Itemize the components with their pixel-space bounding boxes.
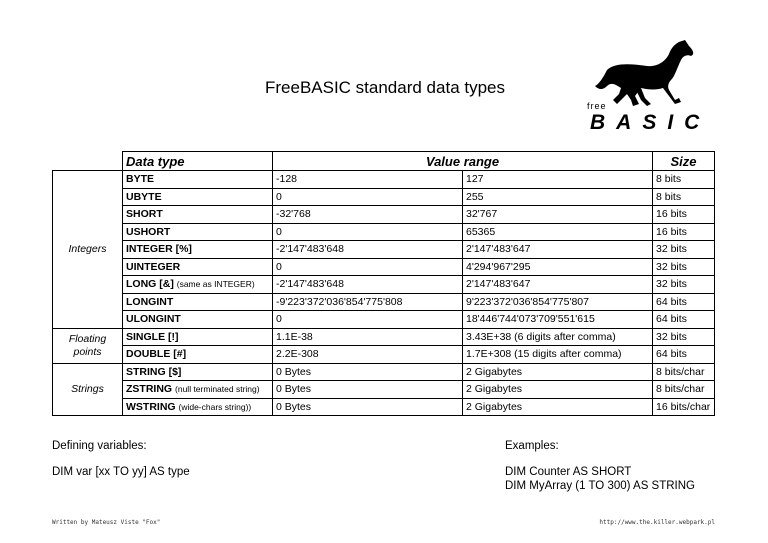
range-min-cell: -128 <box>273 171 463 189</box>
defining-heading: Defining variables: <box>52 440 147 452</box>
size-cell: 64 bits <box>653 346 715 364</box>
footer-url: http://www.the.killer.webpark.pl <box>599 519 715 526</box>
size-cell: 64 bits <box>653 311 715 329</box>
type-name-cell <box>123 346 273 364</box>
size-cell: 8 bits/char <box>653 363 715 381</box>
type-name-cell <box>123 188 273 206</box>
size-cell: 16 bits <box>653 206 715 224</box>
table-header-row <box>53 152 715 171</box>
range-max-cell: 3.43E+38 (6 digits after comma) <box>463 328 653 346</box>
range-max-cell: 255 <box>463 188 653 206</box>
range-min-cell: 0 <box>273 258 463 276</box>
data-types-table <box>52 151 715 416</box>
size-cell: 16 bits <box>653 223 715 241</box>
range-max-cell: 2'147'483'647 <box>463 276 653 294</box>
range-min-cell: 1.1E-38 <box>273 328 463 346</box>
range-max-cell: 4'294'967'295 <box>463 258 653 276</box>
range-min-cell: 2.2E-308 <box>273 346 463 364</box>
range-min-cell: 0 <box>273 311 463 329</box>
range-min-cell: 0 Bytes <box>273 381 463 399</box>
table-row <box>53 398 715 416</box>
range-min-cell: 0 <box>273 223 463 241</box>
type-name: BYTE <box>126 173 155 186</box>
type-name-cell <box>123 223 273 241</box>
table-row <box>53 363 715 381</box>
size-cell: 32 bits <box>653 328 715 346</box>
table-row <box>53 311 715 329</box>
type-name: SHORT <box>126 208 163 221</box>
category-label: Integers <box>53 171 123 329</box>
category-label: Strings <box>53 363 123 416</box>
range-max-cell: 32'767 <box>463 206 653 224</box>
page-title: FreeBASIC standard data types <box>264 78 506 97</box>
type-name: UBYTE <box>126 190 162 203</box>
table-row <box>53 223 715 241</box>
range-min-cell: 0 Bytes <box>273 363 463 381</box>
table-row <box>53 258 715 276</box>
range-max-cell: 127 <box>463 171 653 189</box>
range-max-cell: 2 Gigabytes <box>463 381 653 399</box>
table-row <box>53 293 715 311</box>
header-data-type: Data type <box>123 152 273 171</box>
category-label: Floating points <box>53 328 123 363</box>
range-min-cell: -2'147'483'648 <box>273 276 463 294</box>
type-name-cell <box>123 363 273 381</box>
table-row <box>53 346 715 364</box>
range-max-cell: 2 Gigabytes <box>463 398 653 416</box>
table-row <box>53 328 715 346</box>
size-cell: 8 bits <box>653 171 715 189</box>
range-max-cell: 1.7E+308 (15 digits after comma) <box>463 346 653 364</box>
size-cell: 64 bits <box>653 293 715 311</box>
range-min-cell: -9'223'372'036'854'775'808 <box>273 293 463 311</box>
range-max-cell: 18'446'744'073'709'551'615 <box>463 311 653 329</box>
range-max-cell: 2'147'483'647 <box>463 241 653 259</box>
table-row <box>53 381 715 399</box>
type-name: LONGINT <box>126 295 174 308</box>
table-row <box>53 188 715 206</box>
type-name-cell <box>123 398 273 416</box>
range-min-cell: 0 Bytes <box>273 398 463 416</box>
defining-syntax: DIM var [xx TO yy] AS type <box>52 466 190 478</box>
header-size: Size <box>653 152 715 171</box>
type-name-cell <box>123 206 273 224</box>
type-name: STRING [$] <box>126 365 182 378</box>
table-row <box>53 276 715 294</box>
range-min-cell: 0 <box>273 188 463 206</box>
logo-basic-text: BASIC <box>590 111 711 134</box>
size-cell: 16 bits/char <box>653 398 715 416</box>
type-name: ZSTRING <box>126 383 173 396</box>
example-line-2: DIM MyArray (1 TO 300) AS STRING <box>505 480 696 492</box>
range-max-cell: 9'223'372'036'854'775'807 <box>463 293 653 311</box>
table-row <box>53 171 715 189</box>
range-min-cell: -2'147'483'648 <box>273 241 463 259</box>
examples-heading: Examples: <box>505 440 559 452</box>
type-name: ULONGINT <box>126 313 181 326</box>
type-name-cell <box>123 241 273 259</box>
range-min-cell: -32'768 <box>273 206 463 224</box>
type-name: SINGLE [!] <box>126 330 179 343</box>
footer-author: Written by Mateusz Viste "Fox" <box>52 519 161 526</box>
range-max-cell: 2 Gigabytes <box>463 363 653 381</box>
type-name-cell <box>123 381 273 399</box>
type-note: (null terminated string) <box>175 384 260 395</box>
type-name-cell <box>123 276 273 294</box>
type-name-cell <box>123 328 273 346</box>
type-name: UINTEGER <box>126 260 181 273</box>
table-row <box>53 241 715 259</box>
logo-free-text: free <box>587 101 607 111</box>
type-name: WSTRING <box>126 400 176 413</box>
size-cell: 32 bits <box>653 276 715 294</box>
table-row <box>53 206 715 224</box>
size-cell: 8 bits <box>653 188 715 206</box>
type-name: DOUBLE [#] <box>126 348 187 361</box>
type-name: INTEGER [%] <box>126 243 192 256</box>
range-max-cell: 65365 <box>463 223 653 241</box>
type-name-cell <box>123 258 273 276</box>
type-name-cell <box>123 311 273 329</box>
size-cell: 32 bits <box>653 258 715 276</box>
example-line-1: DIM Counter AS SHORT <box>505 466 632 478</box>
size-cell: 32 bits <box>653 241 715 259</box>
type-name-cell <box>123 293 273 311</box>
type-name: LONG [&] <box>126 278 174 291</box>
type-name-cell <box>123 171 273 189</box>
header-value-range: Value range <box>273 152 653 171</box>
size-cell: 8 bits/char <box>653 381 715 399</box>
type-note: (same as INTEGER) <box>176 279 255 290</box>
type-name: USHORT <box>126 225 171 238</box>
type-note: (wide-chars string)) <box>178 401 252 412</box>
